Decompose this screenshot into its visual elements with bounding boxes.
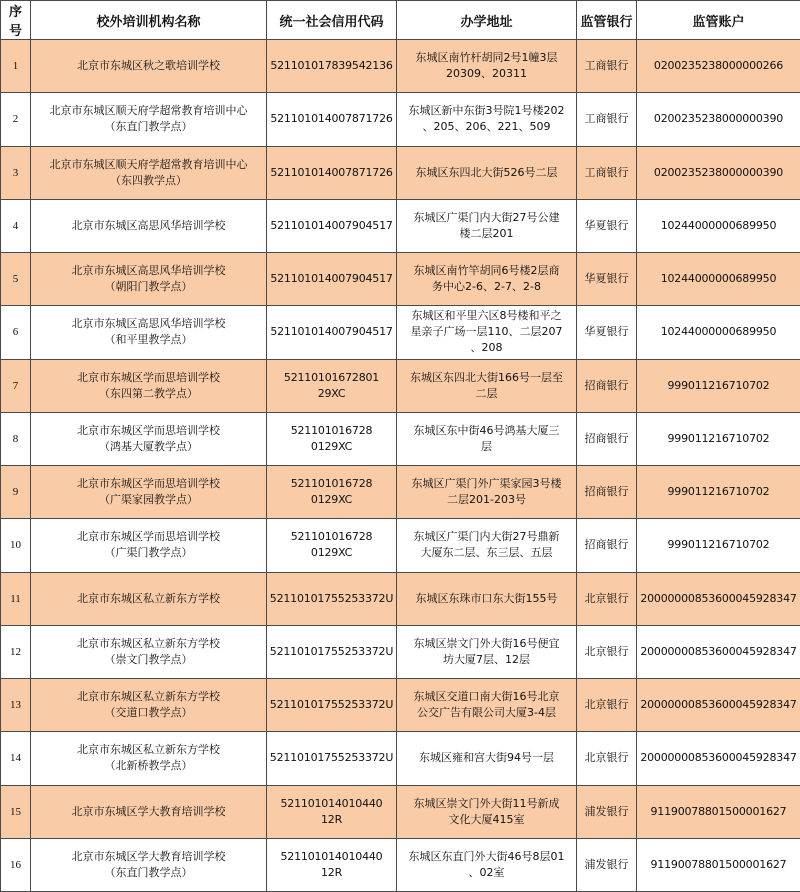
teaching-site-name: （东四第二教学点） bbox=[99, 386, 198, 400]
address-cell bbox=[397, 359, 577, 412]
institution-name: 北京市东城区学而思培训学校 bbox=[77, 423, 220, 437]
address-cell bbox=[397, 732, 577, 785]
table-row bbox=[1, 146, 800, 199]
teaching-site-name: （东直门教学点） bbox=[104, 120, 193, 134]
address-cell bbox=[397, 253, 577, 306]
address-cell bbox=[397, 199, 577, 252]
supervised-account: 10244000000689950 bbox=[637, 199, 800, 252]
institution-name: 北京市东城区顺天府学超常教育培训中心 bbox=[49, 157, 248, 171]
row-index: 7 bbox=[1, 359, 31, 412]
supervised-account: 10244000000689950 bbox=[637, 306, 800, 359]
address-line: 东城区南竹竿胡同6号楼2层商 bbox=[413, 264, 560, 278]
institution-name: 北京市东城区高思风华培训学校 bbox=[71, 218, 226, 232]
address-line: 东城区南竹杆胡同2号1幢3层 bbox=[415, 51, 558, 65]
teaching-site-name: （广渠家园教学点） bbox=[99, 493, 198, 507]
institution-name: 北京市东城区高思风华培训学校 bbox=[71, 264, 226, 278]
credit-code: 521101014010440 12R bbox=[267, 785, 397, 838]
table-row bbox=[1, 93, 800, 146]
credit-code: 52110101672801 29XC bbox=[267, 359, 397, 412]
teaching-site-name: （交道口教学点） bbox=[104, 706, 193, 720]
supervising-bank: 招商银行 bbox=[577, 519, 637, 572]
supervised-account: 20000000853600045928347 bbox=[637, 732, 800, 785]
teaching-site-name: （崇文门教学点） bbox=[104, 652, 193, 666]
supervising-bank: 工商银行 bbox=[577, 40, 637, 93]
supervising-bank: 北京银行 bbox=[577, 732, 637, 785]
table-row bbox=[1, 199, 800, 252]
teaching-site-name: （鸿基大厦教学点） bbox=[99, 439, 198, 453]
row-index: 2 bbox=[1, 93, 31, 146]
address-line: 坊大厦7层、12层 bbox=[443, 652, 530, 666]
address-line: 东城区东四北大街526号二层 bbox=[415, 165, 558, 179]
row-index: 1 bbox=[1, 40, 31, 93]
institution-name-cell bbox=[31, 838, 267, 891]
institution-name-cell bbox=[31, 785, 267, 838]
credit-code: 521101014007904517 bbox=[267, 253, 397, 306]
row-index: 16 bbox=[1, 838, 31, 891]
address-cell bbox=[397, 625, 577, 678]
header-address: 办学地址 bbox=[397, 1, 577, 40]
table-body bbox=[1, 40, 800, 892]
institution-name: 北京市东城区私立新东方学校 bbox=[77, 690, 220, 704]
institution-name-cell bbox=[31, 40, 267, 93]
address-cell bbox=[397, 572, 577, 625]
table-row bbox=[1, 359, 800, 412]
supervised-account: 91190078801500001627 bbox=[637, 838, 800, 891]
table-row bbox=[1, 412, 800, 465]
supervised-account: 0200235238000000390 bbox=[637, 93, 800, 146]
credit-code: 521101014007904517 bbox=[267, 306, 397, 359]
table-row bbox=[1, 466, 800, 519]
teaching-site-name: （和平里教学点） bbox=[104, 333, 193, 347]
institution-name-cell bbox=[31, 253, 267, 306]
supervised-account: 10244000000689950 bbox=[637, 253, 800, 306]
header-bank: 监管银行 bbox=[577, 1, 637, 40]
address-line: 东城区广渠门内大街27号公建 bbox=[413, 210, 560, 224]
address-line: 东城区新中东街3号院1号楼202 bbox=[408, 104, 565, 118]
teaching-site-name: （广渠门教学点） bbox=[104, 546, 193, 560]
supervising-bank: 华夏银行 bbox=[577, 253, 637, 306]
supervised-account: 20000000853600045928347 bbox=[637, 679, 800, 732]
address-line: 二层201-203号 bbox=[447, 493, 526, 507]
supervising-bank: 浦发银行 bbox=[577, 785, 637, 838]
address-line: 东城区和平里六区8号楼和平之 bbox=[411, 309, 562, 323]
address-line: 东城区交道口南大街16号北京 bbox=[413, 690, 560, 704]
row-index: 5 bbox=[1, 253, 31, 306]
table-row bbox=[1, 679, 800, 732]
supervised-account: 999011216710702 bbox=[637, 519, 800, 572]
credit-code: 52110101755253372U bbox=[267, 625, 397, 678]
address-line: 、02室 bbox=[468, 865, 505, 879]
credit-code: 521101014007904517 bbox=[267, 199, 397, 252]
row-index: 11 bbox=[1, 572, 31, 625]
supervising-bank: 招商银行 bbox=[577, 466, 637, 519]
teaching-site-name: （北新桥教学点） bbox=[104, 759, 193, 773]
address-cell bbox=[397, 412, 577, 465]
address-line: 东城区广渠门内大街27号鼎新 bbox=[413, 530, 560, 544]
address-cell bbox=[397, 93, 577, 146]
address-line: 星亲子广场一层110、二层207 bbox=[410, 325, 563, 339]
institution-name: 北京市东城区高思风华培训学校 bbox=[71, 317, 226, 331]
row-index: 9 bbox=[1, 466, 31, 519]
table-row bbox=[1, 40, 800, 93]
address-line: 、208 bbox=[470, 341, 503, 355]
institution-name: 北京市东城区私立新东方学校 bbox=[77, 636, 220, 650]
credit-code: 521101016728 0129XC bbox=[267, 412, 397, 465]
credit-code: 521101017839542136 bbox=[267, 40, 397, 93]
institution-name-cell bbox=[31, 199, 267, 252]
institution-name-cell bbox=[31, 679, 267, 732]
address-cell bbox=[397, 838, 577, 891]
teaching-site-name: （东直门教学点） bbox=[104, 865, 193, 879]
institution-name: 北京市东城区学大教育培训学校 bbox=[71, 804, 226, 818]
institution-name-cell bbox=[31, 412, 267, 465]
supervised-account: 91190078801500001627 bbox=[637, 785, 800, 838]
address-line: 东城区崇文门外大街11号新成 bbox=[413, 796, 560, 810]
institution-name-cell bbox=[31, 572, 267, 625]
row-index: 13 bbox=[1, 679, 31, 732]
credit-code: 52110101755253372U bbox=[267, 572, 397, 625]
institution-name: 北京市东城区学而思培训学校 bbox=[77, 477, 220, 491]
institution-name-cell bbox=[31, 146, 267, 199]
credit-code: 521101014007871726 bbox=[267, 146, 397, 199]
credit-code: 521101014010440 12R bbox=[267, 838, 397, 891]
address-cell bbox=[397, 679, 577, 732]
address-line: 务中心2-6、2-7、2-8 bbox=[432, 280, 541, 294]
address-line: 东城区东中街46号鸿基大厦三 bbox=[413, 423, 560, 437]
table-row bbox=[1, 625, 800, 678]
institution-name: 北京市东城区学大教育培训学校 bbox=[71, 849, 226, 863]
address-cell bbox=[397, 785, 577, 838]
credit-code: 521101016728 0129XC bbox=[267, 519, 397, 572]
credit-code: 521101016728 0129XC bbox=[267, 466, 397, 519]
address-cell bbox=[397, 40, 577, 93]
address-cell bbox=[397, 146, 577, 199]
row-index: 10 bbox=[1, 519, 31, 572]
table-row bbox=[1, 306, 800, 359]
supervising-bank: 工商银行 bbox=[577, 93, 637, 146]
address-cell bbox=[397, 466, 577, 519]
supervising-bank: 北京银行 bbox=[577, 572, 637, 625]
address-cell bbox=[397, 519, 577, 572]
address-line: 东城区东直门外大街46号8层01 bbox=[408, 849, 565, 863]
supervising-bank: 招商银行 bbox=[577, 359, 637, 412]
table-row bbox=[1, 572, 800, 625]
institution-name-cell bbox=[31, 306, 267, 359]
institution-name-cell bbox=[31, 466, 267, 519]
institution-name-cell bbox=[31, 359, 267, 412]
row-index: 12 bbox=[1, 625, 31, 678]
supervising-bank: 华夏银行 bbox=[577, 199, 637, 252]
institution-name-cell bbox=[31, 93, 267, 146]
supervising-bank: 华夏银行 bbox=[577, 306, 637, 359]
header-account: 监管账户 bbox=[637, 1, 800, 40]
row-index: 15 bbox=[1, 785, 31, 838]
row-index: 14 bbox=[1, 732, 31, 785]
table-row bbox=[1, 519, 800, 572]
table-row bbox=[1, 838, 800, 891]
credit-code: 52110101755253372U bbox=[267, 679, 397, 732]
address-line: 楼二层201 bbox=[459, 226, 514, 240]
header-index: 序号 bbox=[1, 1, 31, 40]
supervised-account: 999011216710702 bbox=[637, 412, 800, 465]
credit-code: 521101014007871726 bbox=[267, 93, 397, 146]
address-cell bbox=[397, 306, 577, 359]
institution-name: 北京市东城区秋之歌培训学校 bbox=[77, 59, 220, 73]
supervising-bank: 北京银行 bbox=[577, 679, 637, 732]
table-header-row bbox=[1, 1, 800, 40]
institution-name: 北京市东城区私立新东方学校 bbox=[77, 591, 220, 605]
address-line: 层 bbox=[481, 439, 492, 453]
address-line: 东城区广渠门外广渠家园3号楼 bbox=[411, 477, 562, 491]
supervising-bank: 工商银行 bbox=[577, 146, 637, 199]
institution-name-cell bbox=[31, 732, 267, 785]
supervising-bank: 北京银行 bbox=[577, 625, 637, 678]
address-line: 东城区东珠市口东大街155号 bbox=[415, 591, 558, 605]
address-line: 、205、206、221、509 bbox=[422, 120, 551, 134]
table-row bbox=[1, 732, 800, 785]
institution-name: 北京市东城区私立新东方学校 bbox=[77, 743, 220, 757]
institution-name-cell bbox=[31, 519, 267, 572]
address-line: 公交广告有限公司大厦3-4层 bbox=[417, 706, 556, 720]
address-line: 东城区雍和宫大街94号一层 bbox=[419, 751, 554, 765]
address-line: 20309、20311 bbox=[446, 67, 527, 81]
supervised-account: 999011216710702 bbox=[637, 466, 800, 519]
institution-name: 北京市东城区顺天府学超常教育培训中心 bbox=[49, 104, 248, 118]
address-line: 大厦东二层、东三层、五层 bbox=[420, 546, 553, 560]
header-institution-name: 校外培训机构名称 bbox=[31, 1, 267, 40]
address-line: 东城区崇文门外大街16号便宜 bbox=[413, 636, 560, 650]
credit-code: 52110101755253372U bbox=[267, 732, 397, 785]
supervised-account: 0200235238000000266 bbox=[637, 40, 800, 93]
supervised-account: 999011216710702 bbox=[637, 359, 800, 412]
institution-name: 北京市东城区学而思培训学校 bbox=[77, 370, 220, 384]
table-row bbox=[1, 785, 800, 838]
table-row bbox=[1, 253, 800, 306]
supervised-account: 20000000853600045928347 bbox=[637, 572, 800, 625]
header-credit-code: 统一社会信用代码 bbox=[267, 1, 397, 40]
institution-name: 北京市东城区学而思培训学校 bbox=[77, 530, 220, 544]
address-line: 文化大厦415室 bbox=[448, 812, 525, 826]
teaching-site-name: （东四教学点） bbox=[110, 173, 187, 187]
supervised-account: 20000000853600045928347 bbox=[637, 625, 800, 678]
row-index: 8 bbox=[1, 412, 31, 465]
supervising-bank: 招商银行 bbox=[577, 412, 637, 465]
row-index: 4 bbox=[1, 199, 31, 252]
supervised-account: 0200235238000000390 bbox=[637, 146, 800, 199]
address-line: 二层 bbox=[475, 386, 498, 400]
row-index: 3 bbox=[1, 146, 31, 199]
institution-name-cell bbox=[31, 625, 267, 678]
row-index: 6 bbox=[1, 306, 31, 359]
teaching-site-name: （朝阳门教学点） bbox=[104, 280, 193, 294]
supervising-bank: 浦发银行 bbox=[577, 838, 637, 891]
address-line: 东城区东四北大街166号一层至 bbox=[410, 370, 563, 384]
